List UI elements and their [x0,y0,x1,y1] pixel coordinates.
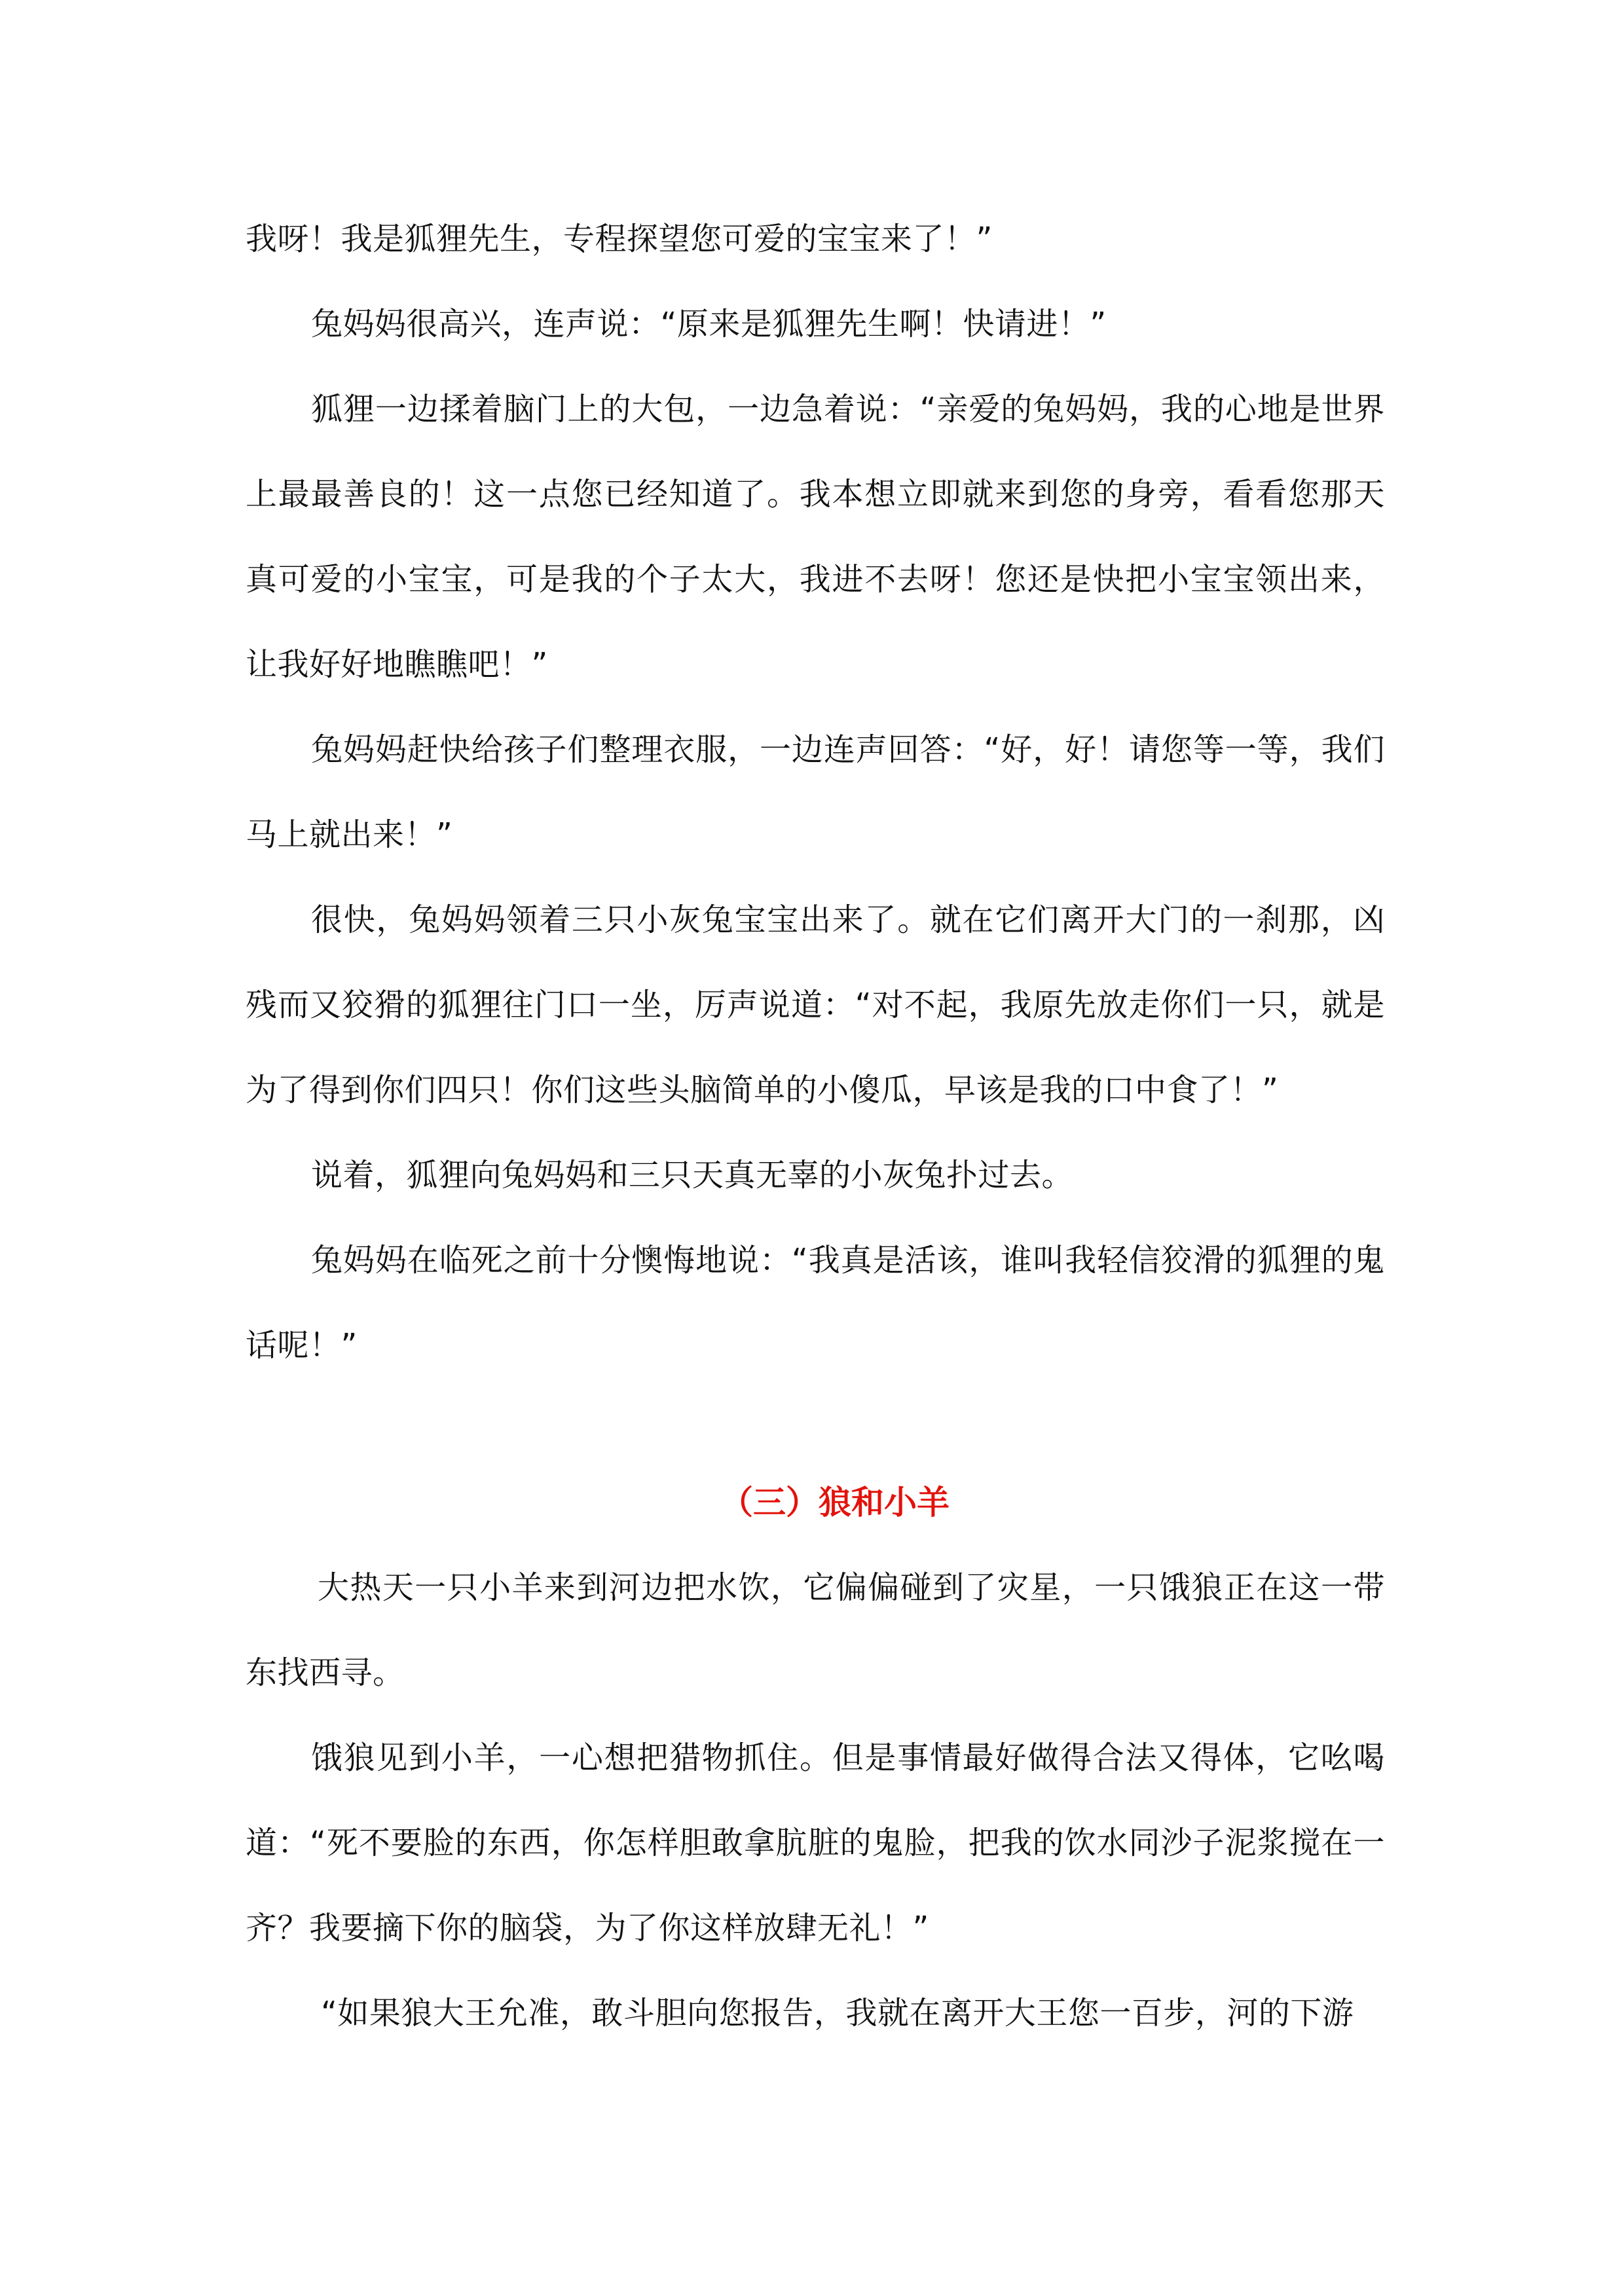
paragraph: 兔妈妈很高兴，连声说：“原来是狐狸先生啊！快请进！” [311,306,1107,342]
paragraph: 我呀！我是狐狸先生，专程探望您可爱的宝宝来了！” [246,221,993,257]
paragraph: 狐狸一边揉着脑门上的大包，一边急着说：“亲爱的兔妈妈，我的心地是世界上最最善良的！这一点您已经知道了。我本想立即就来到您的身旁，看看您那天真可爱的小宝宝，可是我的个子太大，我进不去呀！您还是快把小宝宝领出来，让我好好地瞧瞧吧！” [246,391,1385,683]
paragraph: “如果狼大王允准，敢斗胆向您报告，我就在离开大王您一百步，河的下游 [321,1995,1354,2032]
paragraph: 大热天一只小羊来到河边把水饮，它偏偏碰到了灾星，一只饿狼正在这一带东找西寻。 [246,1569,1385,1691]
section-heading: （三）狼和小羊 [720,1484,950,1522]
paragraph: 说着，狐狸向兔妈妈和三只天真无辜的小灰兔扑过去。 [311,1157,1074,1194]
paragraph: 兔妈妈在临死之前十分懊悔地说：“我真是活该，谁叫我轻信狡滑的狐狸的鬼话呢！” [246,1242,1385,1364]
paragraph: 饿狼见到小羊，一心想把猎物抓住。但是事情最好做得合法又得体，它吆喝道：“死不要脸的东西，你怎样胆敢拿肮脏的鬼脸，把我的饮水同沙子泥浆搅在一齐？我要摘下你的脑袋，为了你这样放肆无礼！” [246,1740,1385,1946]
paragraph: 很快，兔妈妈领着三只小灰兔宝宝出来了。就在它们离开大门的一刹那，凶残而又狡猾的狐狸往门口一坐，厉声说道：“对不起，我原先放走你们一只，就是为了得到你们四只！你们这些头脑简单的小傻瓜，早该是我的口中食了！” [246,902,1385,1108]
paragraph: 兔妈妈赶快给孩子们整理衣服，一边连声回答：“好，好！请您等一等，我们马上就出来！” [246,731,1385,853]
page-body [246,196,1385,2056]
